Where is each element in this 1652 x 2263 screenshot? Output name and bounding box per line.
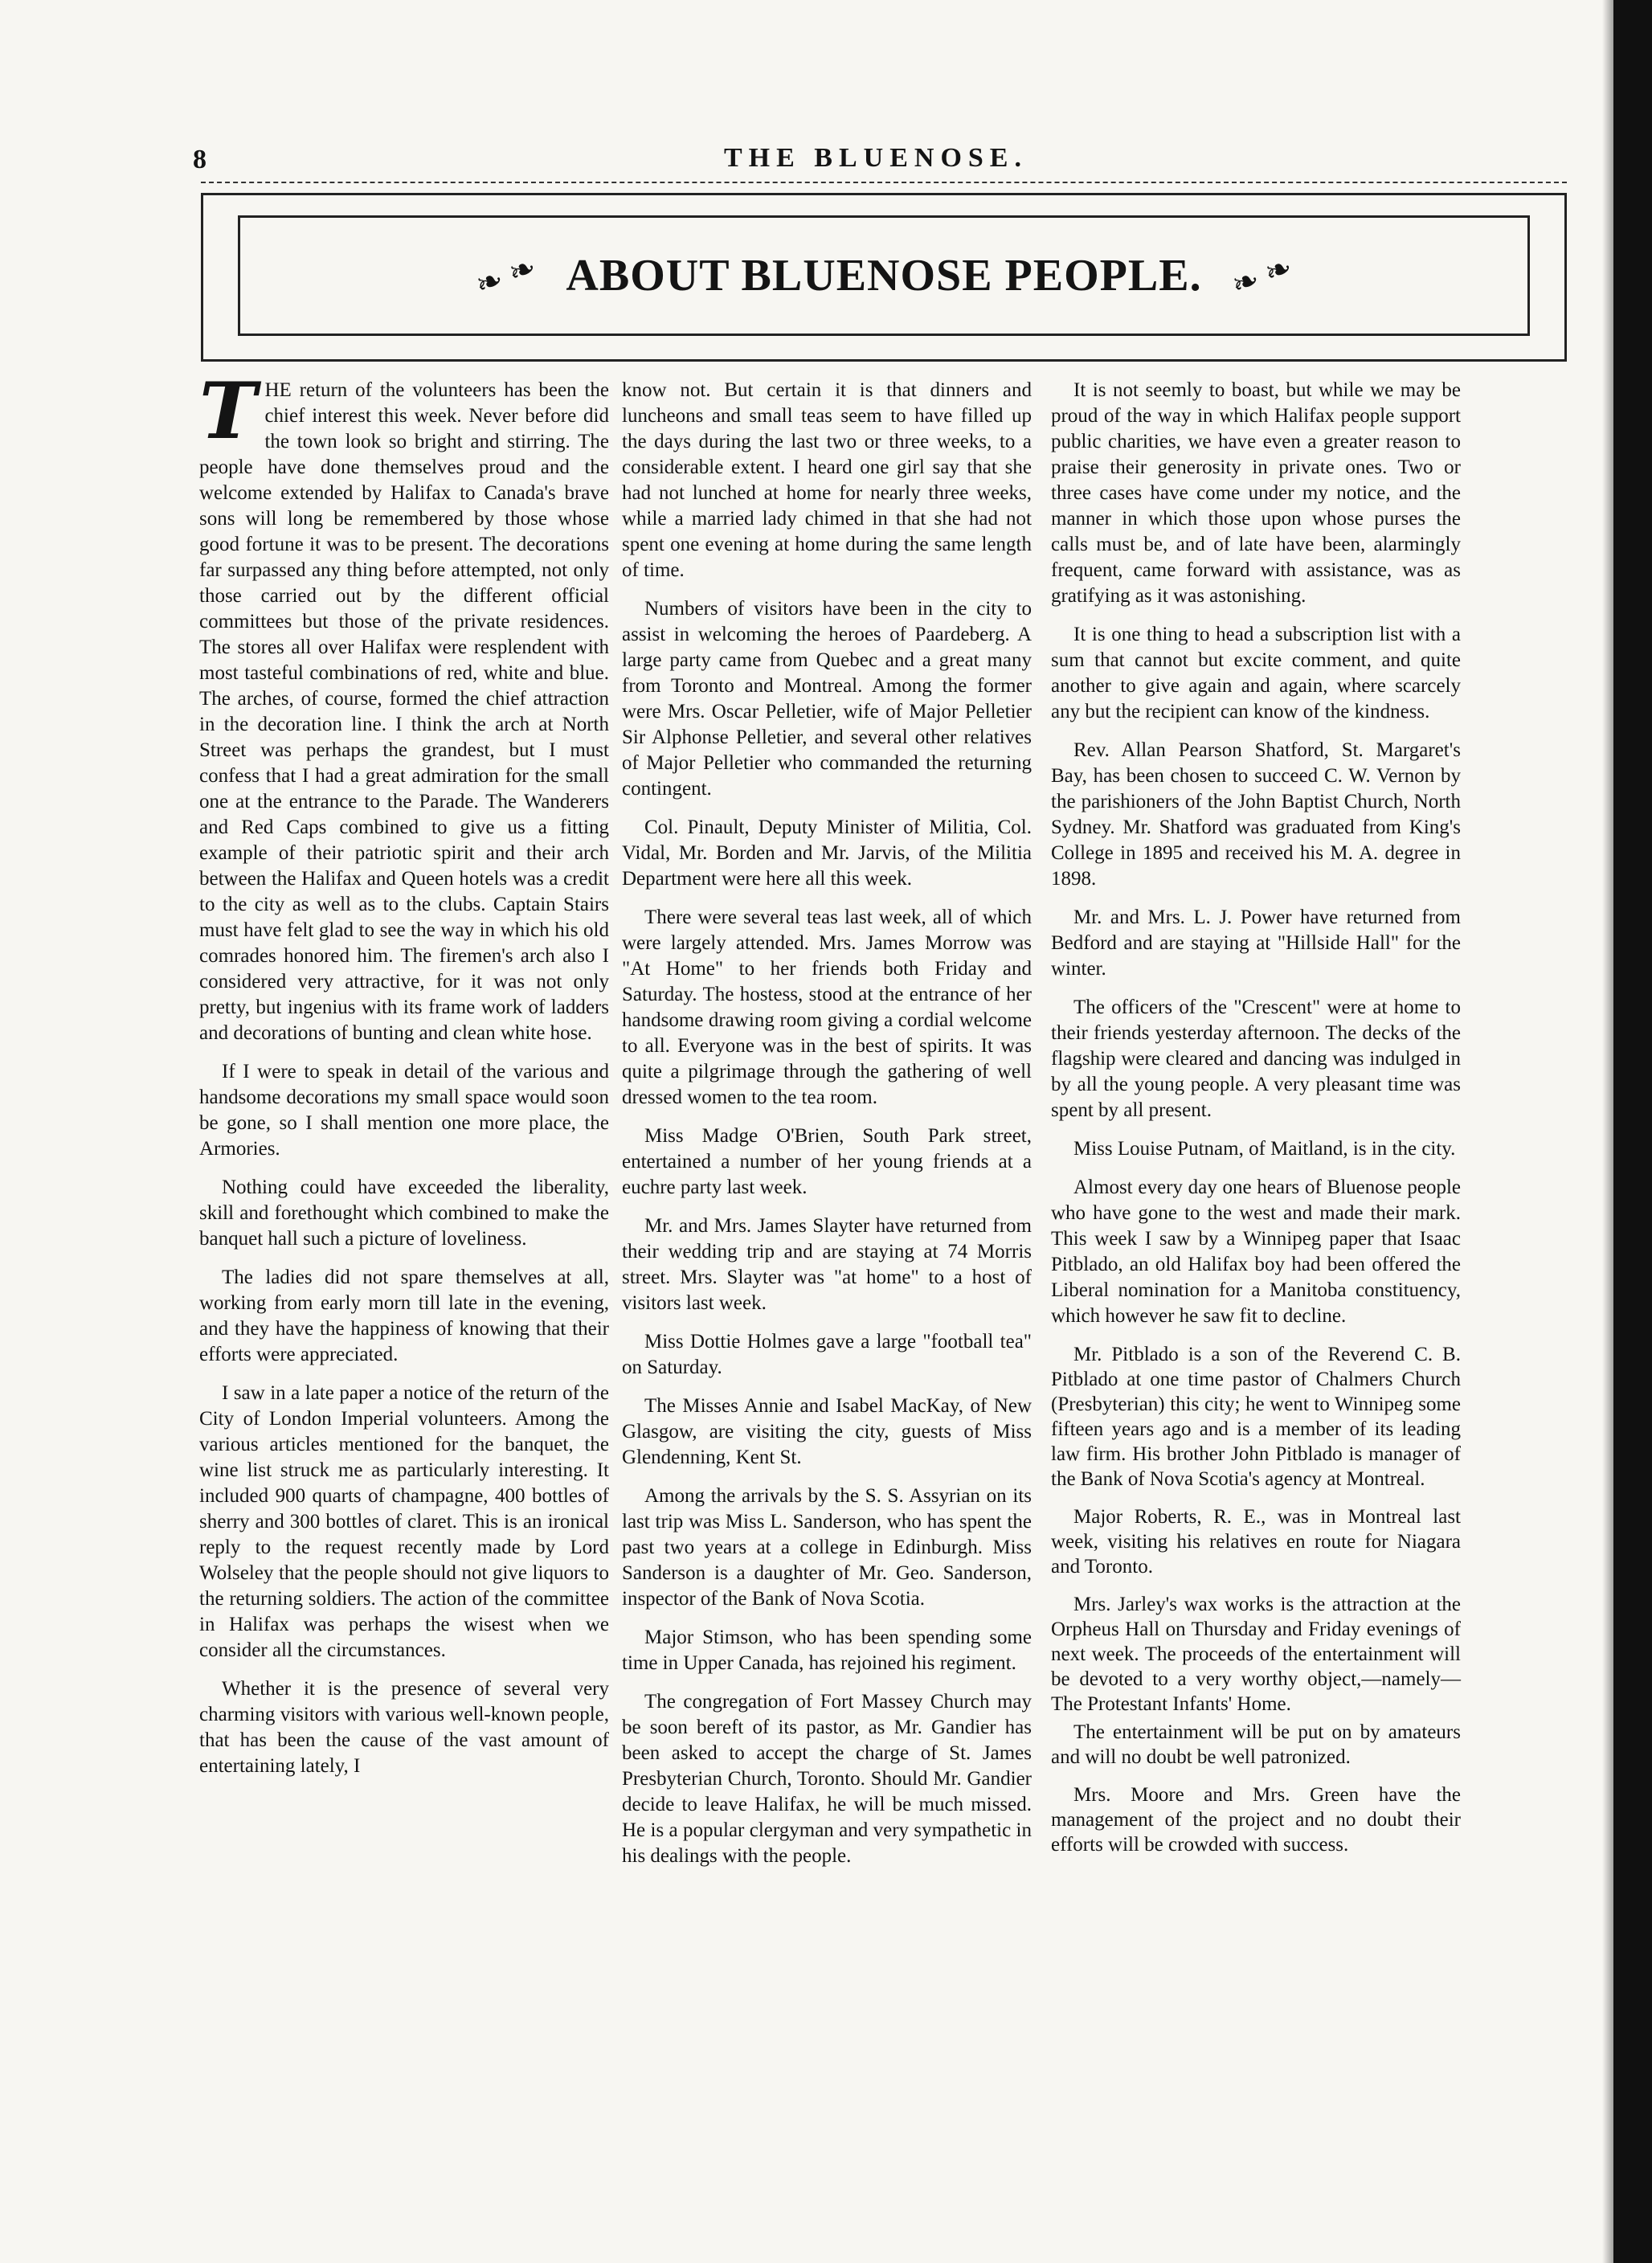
paragraph: It is not seemly to boast, but while we may be proud of the way in which Halifax people support public charities, we have even a greater reason to praise their generosity in private ones. Two or three cases have come under my notice, and the manner in which those upon whose purses the calls must be, and of late have been, alarmingly frequent, came forward with assistance, was as gratifying as it was astonishing. [1051, 379, 1461, 607]
paragraph: Major Stimson, who has been spending some time in Upper Canada, has rejoined his regiment. [622, 1627, 1032, 1674]
paragraph: Mr. and Mrs. L. J. Power have returned from Bedford and are staying at "Hillside Hall" for the winter. [1051, 906, 1461, 980]
section-banner [238, 215, 1530, 336]
section-title: ABOUT BLUENOSE PEOPLE. [566, 251, 1202, 301]
paragraph: If I were to speak in detail of the various and handsome decorations my small space would soon be gone, so I shall mention one more place, the Armories. [199, 1061, 609, 1160]
paragraph: The officers of the "Crescent" were at home to their friends yesterday afternoon. The decks of the flagship were cleared and dancing was indulged in by all the young people. A very pleasant time was spent by all present. [1051, 996, 1461, 1121]
paragraph: know not. But certain it is that dinners and luncheons and small teas seem to have filled up the days during the last two or three weeks, to a considerable extent. I heard one girl say that she had not lunched at home for nearly three weeks, while a married lady chimed in that she had not spent one evening at home during the same length of time. [622, 379, 1032, 581]
paragraph: Col. Pinault, Deputy Minister of Militia, Col. Vidal, Mr. Borden and Mr. Jarvis, of the Militia Department were here all this week. [622, 816, 1032, 890]
column-2 [622, 378, 1032, 1882]
paragraph-text: HE return of the volunteers has been the chief interest this week. Never before did the town look so bright and stirring. The people have done themselves proud and the welcome extended by Halifax to Canada's brave sons will long be remembered by those whose good fortune it was to be present. The decorations far surpassed any thing before attempted, not only those carried out by the different official committees but those of the private residences. The stores all over Halifax were resplendent with most tasteful combinations of red, white and blue. The arches, of course, formed the chief attraction in the decoration line. I think the arch at North Street was perhaps the grandest, but I must confess that I had a great admiration for the small one at the entrance to the Parade. The Wanderers and Red Caps combined to give us a fitting example of their patriotic spirit and their arch between the Halifax and Queen hotels was a credit to the city as well as to the clubs. Captain Stairs must have felt glad to see the way in which his old comrades honored him. The firemen's arch also I considered very attractive, for it was not only pretty, but ingenius with its frame work of ladders and decorations of bunting and clean white hose. [199, 379, 609, 1044]
column-3 [1051, 378, 1461, 1870]
paragraph: I saw in a late paper a notice of the return of the City of London Imperial volunteers. Among the various articles mentioned for the banquet, the wine list struck me as particularly interesting. It included 900 quarts of champagne, 400 bottles of sherry and 300 bottles of claret. This is an ironical reply to the request recently made by Lord Wolseley that the people should not give liquors to the returning soldiers. The action of the committee in Halifax was perhaps the wisest when we consider all the circumstances. [199, 1382, 609, 1661]
column-1 [199, 366, 609, 1792]
leaf-ornament-left-icon: ❧ ❧ [471, 248, 542, 304]
paragraph: Mrs. Moore and Mrs. Green have the management of the project and no doubt their efforts will be crowded with success. [1051, 1784, 1461, 1856]
paragraph: Almost every day one hears of Bluenose people who have gone to the west and made their mark. This week I saw by a Winnipeg paper that Isaac Pitblado, an old Halifax boy had been offered the Liberal nomination for a Manitoba constituency, which however he saw fit to decline. [1051, 1177, 1461, 1327]
paragraph [199, 366, 609, 1046]
paragraph: The entertainment will be put on by amateurs and will no doubt be well patronized. [1051, 1721, 1461, 1768]
paragraph: Rev. Allan Pearson Shatford, St. Margaret's Bay, has been chosen to succeed C. W. Vernon by the parishioners of the John Baptist Church, North Sydney. Mr. Shatford was graduated from King's College in 1895 and received his M. A. degree in 1898. [1051, 739, 1461, 890]
publication-title: THE BLUENOSE. [724, 143, 1028, 173]
paragraph: Miss Dottie Holmes gave a large "football tea" on Saturday. [622, 1331, 1032, 1378]
paragraph: It is one thing to head a subscription list with a sum that cannot but excite comment, and quite another to give again and again, where scarcely any but the recipient can know of the kindness. [1051, 624, 1461, 722]
paragraph: Miss Louise Putnam, of Maitland, is in the city. [1073, 1138, 1456, 1160]
paragraph: Among the arrivals by the S. S. Assyrian on its last trip was Miss L. Sanderson, who has spent the past two years at a college in Edinburgh. Miss Sanderson is a daughter of Mr. Geo. Sanderson, inspector of the Bank of Nova Scotia. [622, 1485, 1032, 1610]
drop-cap: T [199, 366, 257, 456]
paragraph: Miss Madge O'Brien, South Park street, entertained a number of her young friends at a euchre party last week. [622, 1125, 1032, 1198]
paragraph: The Misses Annie and Isabel MacKay, of New Glasgow, are visiting the city, guests of Miss Glendenning, Kent St. [622, 1395, 1032, 1468]
paragraph: Major Roberts, R. E., was in Montreal last week, visiting his relatives en route for Niagara and Toronto. [1051, 1506, 1461, 1578]
paragraph: Numbers of visitors have been in the city to assist in welcoming the heroes of Paardeberg. A large party came from Quebec and a great many from Toronto and Montreal. Among the former were Mrs. Oscar Pelletier, wife of Major Pelletier Sir Alphonse Pelletier, and several other relatives of Major Pelletier who commanded the returning contingent. [622, 598, 1032, 800]
paragraph: There were several teas last week, all of which were largely attended. Mrs. James Morrow was "At Home" to her friends both Friday and Saturday. The hostess, stood at the entrance of her handsome drawing room giving a cordial welcome to all. Everyone was in the best of spirits. It was quite a pilgrimage through the gathering of well dressed women to the tea room. [622, 906, 1032, 1108]
leaf-ornament-right-icon: ❧ ❧ [1226, 248, 1297, 304]
header-rule [201, 182, 1567, 183]
paragraph: The ladies did not spare themselves at all, working from early morn till late in the evening, and they have the happiness of knowing that their efforts were appreciated. [199, 1267, 609, 1365]
page-number: 8 [193, 145, 206, 174]
paragraph: Mr. Pitblado is a son of the Reverend C. B. Pitblado at one time pastor of Chalmers Church (Presbyterian) this city; he went to Winnipeg some fifteen years ago and is a member of its leading law firm. His brother John Pitblado is manager of the Bank of Nova Scotia's agency at Montreal. [1051, 1344, 1461, 1490]
scan-page-edge [1613, 0, 1652, 2263]
paragraph: Mrs. Jarley's wax works is the attraction at the Orpheus Hall on Thursday and Friday evenings of next week. The proceeds of the entertainment will be devoted to a very worthy object,—namely—The Protestant Infants' Home. [1051, 1594, 1461, 1715]
paragraph: The congregation of Fort Massey Church may be soon bereft of its pastor, as Mr. Gandier has been asked to accept the charge of St. James Presbyterian Church, Toronto. Should Mr. Gandier decide to leave Halifax, he will be much missed. He is a popular clergyman and very sympathetic in his dealings with the people. [622, 1691, 1032, 1867]
paragraph: Mr. and Mrs. James Slayter have returned from their wedding trip and are staying at 74 Morris street. Mrs. Slayter was "at home" to a host of visitors last week. [622, 1215, 1032, 1314]
paragraph: Nothing could have exceeded the liberality, skill and forethought which combined to make the banquet hall such a picture of loveliness. [199, 1177, 609, 1250]
paragraph: Whether it is the presence of several very charming visitors with various well-known people, that has been the cause of the vast amount of entertaining lately, I [199, 1678, 609, 1777]
